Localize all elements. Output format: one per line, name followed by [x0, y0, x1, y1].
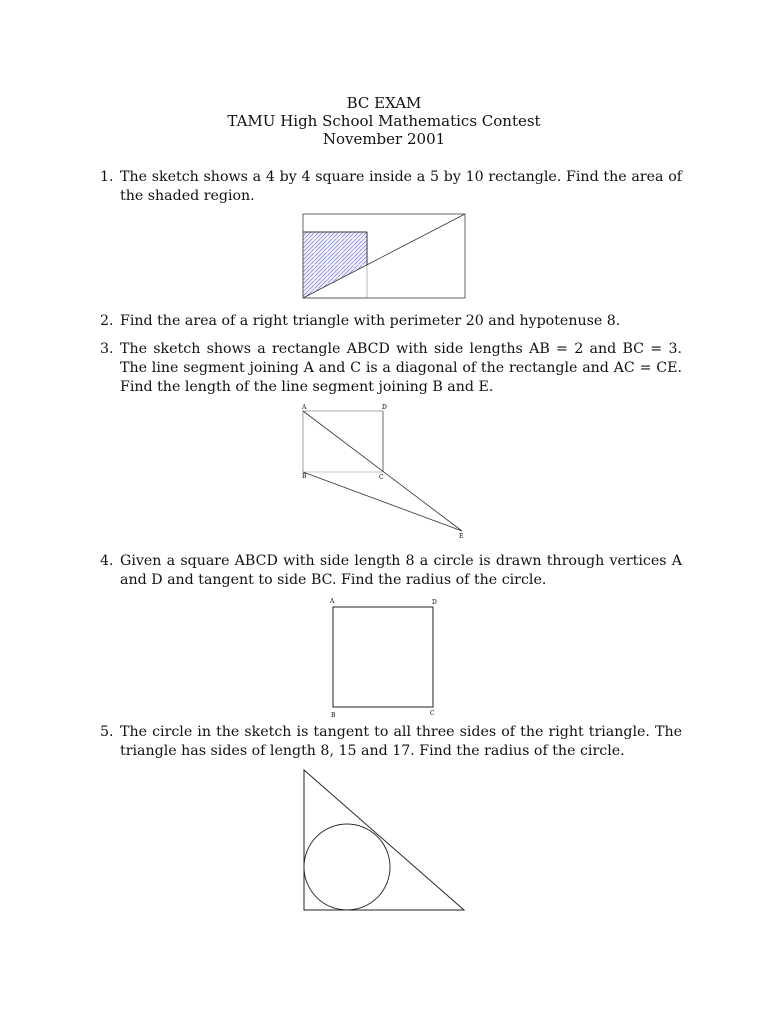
label-d: D	[432, 599, 437, 606]
label-e: E	[459, 533, 464, 540]
problem-1	[100, 168, 682, 206]
problem-text: Find the area of a right triangle with perimeter 20 and hypotenuse 8.	[120, 313, 621, 329]
label-d: D	[382, 404, 387, 411]
problem-number: 1.	[100, 169, 114, 185]
figure-3-rectangle-abcd	[296, 400, 476, 542]
label-a: A	[302, 404, 307, 411]
problem-text: Given a square ABCD with side length 8 a circle is drawn through vertices A and D and tangent to side BC. Find the radius of the circle.	[120, 553, 682, 588]
problem-number: 3.	[100, 341, 114, 357]
label-c: C	[379, 474, 384, 481]
square-abcd	[333, 607, 433, 707]
problem-text: The sketch shows a rectangle ABCD with side lengths AB = 2 and BC = 3. The line segment joining A and C is a diagonal of the rectangle and AC = CE. Find the length of the line segment joining B and E.	[120, 341, 682, 395]
problem-number: 4.	[100, 553, 114, 569]
problem-5	[100, 723, 682, 761]
segment-ae	[303, 411, 462, 531]
label-a: A	[330, 598, 335, 605]
problem-3	[100, 340, 682, 397]
label-b: B	[331, 712, 336, 719]
problem-text: The sketch shows a 4 by 4 square inside a 5 by 10 rectangle. Find the area of the shaded region.	[120, 169, 682, 204]
label-b: B	[302, 473, 307, 480]
problem-number: 2.	[100, 313, 114, 329]
problem-number: 5.	[100, 724, 114, 740]
inscribed-circle	[304, 824, 390, 910]
contest-date: November 2001	[322, 130, 446, 148]
problem-4	[100, 552, 682, 590]
figure-1-rectangle-square	[302, 213, 468, 301]
exam-title: BC EXAM	[346, 94, 422, 112]
figure-5-triangle-incircle	[302, 769, 468, 914]
problem-text: The circle in the sketch is tangent to all three sides of the right triangle. The triangle has sides of length 8, 15 and 17. Find the radius of the circle.	[120, 724, 682, 759]
figure-4-square-abcd	[326, 595, 444, 721]
label-c: C	[430, 710, 435, 717]
contest-name: TAMU High School Mathematics Contest	[227, 112, 541, 130]
exam-header	[0, 94, 768, 148]
problem-2	[100, 312, 682, 331]
